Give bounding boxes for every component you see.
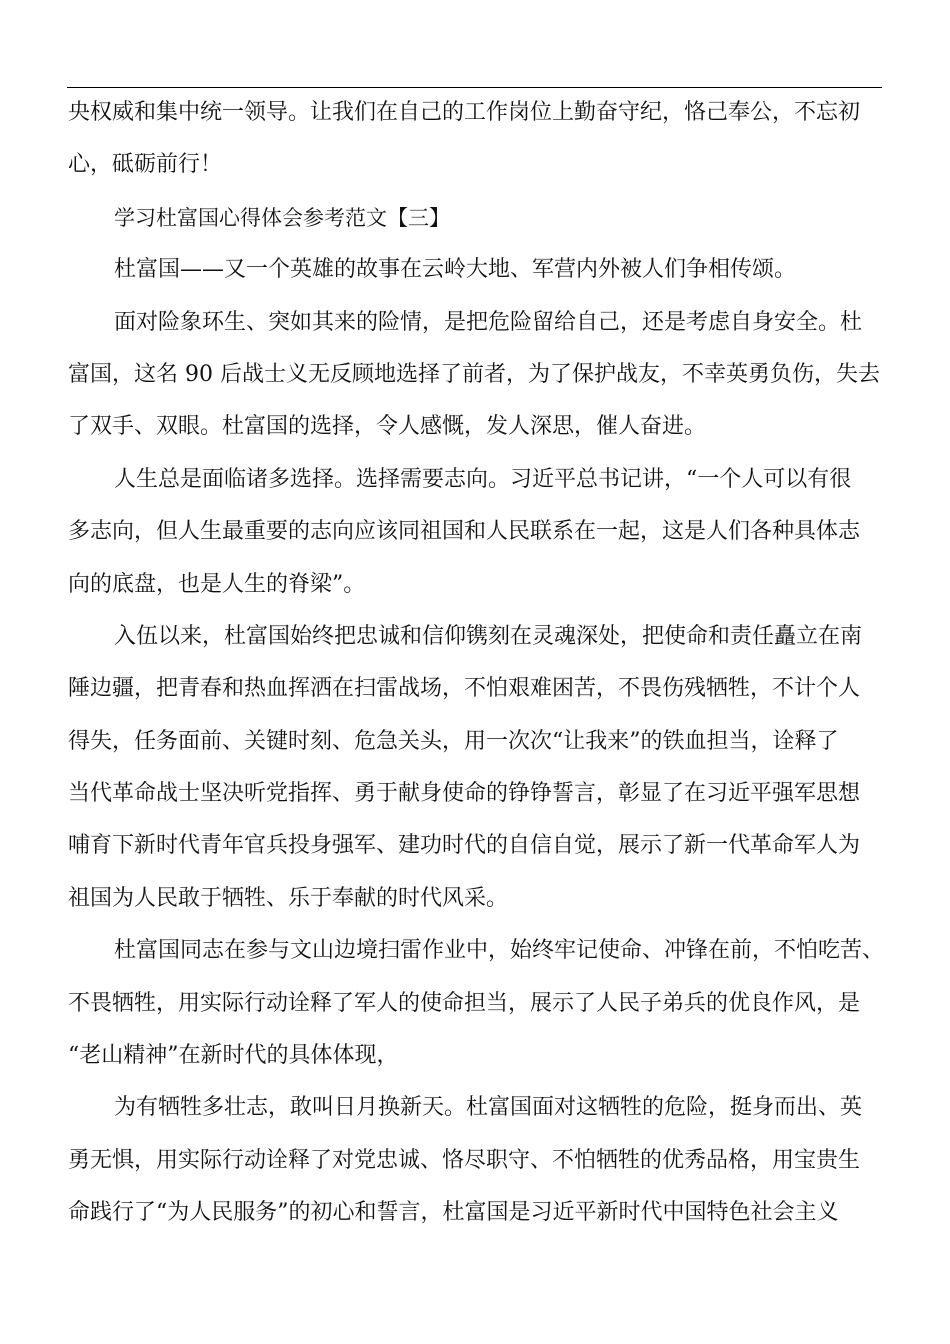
paragraph-start: 杜富国——又一个英雄的故事在云岭大地、军营内外被人们争相传颂。	[114, 257, 797, 283]
paragraph-start: 为有牺牲多壮志，敢叫日月换新天。杜富国面对这牺牲的危险，挺身而出、英	[114, 1095, 863, 1121]
paragraph-start: 杜富国同志在参与文山边境扫雷作业中，始终牢记使命、冲锋在前，不怕吃苦、	[114, 938, 885, 964]
text-line: 勇无惧，用实际行动诠释了对党忠诚、恪尽职守、不怕牺牲的优秀品格，用宝贵生	[68, 1147, 861, 1173]
text-line: 央权威和集中统一领导。让我们在自己的工作岗位上勤奋守纪，恪己奉公，不忘初	[68, 100, 861, 125]
text-line: 多志向，但人生最重要的志向应该同祖国和人民联系在一起，这是人们各种具体志	[68, 519, 861, 545]
text-line: 富国，这名 90 后战士义无反顾地选择了前者，为了保护战友，不幸英勇负伤，失去	[68, 361, 880, 387]
paragraph-start: 面对险象环生、突如其来的险情，是把危险留给自己，还是考虑自身安全。杜	[114, 309, 863, 335]
text-line: “老山精神”在新时代的具体体现，	[68, 1043, 399, 1069]
paragraph-start: 人生总是面临诸多选择。选择需要志向。习近平总书记讲，“一个人可以有很	[114, 466, 852, 492]
text-line: 不畏牺牲，用实际行动诠释了军人的使命担当，展示了人民子弟兵的优良作风，是	[68, 990, 861, 1016]
text-line: 命践行了“为人民服务”的初心和誓言，杜富国是习近平新时代中国特色社会主义	[68, 1200, 839, 1226]
text-line: 向的底盘，也是人生的脊梁”。	[68, 571, 366, 597]
text-line: 祖国为人民敢于牺牲、乐于奉献的时代风采。	[68, 885, 509, 911]
paragraph-start: 入伍以来，杜富国始终把忠诚和信仰镌刻在灵魂深处，把使命和责任矗立在南	[114, 623, 863, 649]
text-line: 了双手、双眼。杜富国的选择，令人感慨，发人深思，催人奋进。	[68, 414, 707, 440]
text-line: 当代革命战士坚决听党指挥、勇于献身使命的铮铮誓言，彰显了在习近平强军思想	[68, 781, 861, 807]
document-body	[68, 87, 883, 1240]
text-line: 哺育下新时代青年官兵投身强军、建功时代的自信自觉，展示了新一代革命军人为	[68, 833, 861, 859]
text-line: 得失，任务面前、关键时刻、危急关头，用一次次“让我来”的铁血担当，诠释了	[68, 728, 839, 754]
text-line: 心，砥砺前行！	[68, 152, 223, 178]
text-line: 陲边疆，把青春和热血挥洒在扫雷战场，不怕艰难困苦，不畏伤残牺牲，不计个人	[68, 676, 861, 702]
section-title: 学习杜富国心得体会参考范文【三】	[114, 205, 450, 230]
